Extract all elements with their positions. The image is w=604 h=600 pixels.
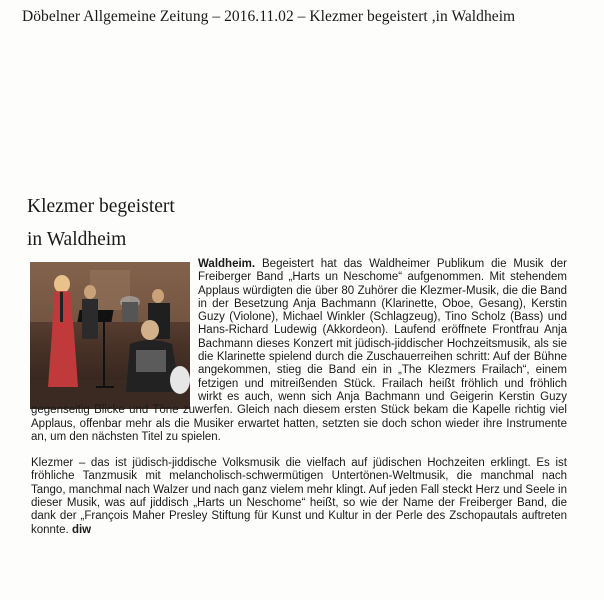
headline-line-1: Klezmer begeistert <box>27 196 175 217</box>
article-body <box>31 258 567 537</box>
paragraph-2-text: Klezmer – das ist jüdisch-jiddische Volksmusik die vielfach auf jüdischen Hochzeiten erklingt. Es ist fröhliche Tanzmusik mit melancholisch-schwermütigen Untertönen-Weltmusik, die manchmal nach Tango, manchmal nach Walzer und nach ganz vielem mehr klingt. Auf jeden Fall steckt Herz und Seele in dieser Musik, was auf jiddisch „Harts un Neschome“ heißt, so wie der Name der Freiberger Band, die dank der „François Maher Presley Stiftung für Kunst und Kultur in der Perle des Zschopautals auftreten konnte. <box>31 457 567 536</box>
article-headline <box>27 190 175 256</box>
author-signature: diw <box>71 523 92 536</box>
dateline: Waldheim. <box>198 258 256 270</box>
article-paragraph-2 <box>31 457 567 537</box>
headline-line-2: in Waldheim <box>27 229 127 250</box>
paragraph-1-text: Begeistert hat das Waldheimer Publikum die Musik der Freiberger Band „Harts un Neschome“ aufgenommen. Mit stehendem Applaus würdigten die über 80 Zuhörer die Klezmer-Musik, die die Band in der Besetzung Anja Bachmann (Klarinette, Oboe, Gesang), Kerstin Guzy (Violone), Michael Winkler (Schlagzeug), Tino Scholz (Bass) und Hans-Richard Ludewig (Akkordeon). Laufend eröffnete Frontfrau Anja Bachmann dieses Konzert mit jüdisch-jiddischer Hochzeitsmusik, als sie die Klarinette spielend durch die Zuschauerreihen schritt: Auf der Bühne angekommen, stieg die Band ein in „The Klezmers Frailach“, einem fetzigen und mitreißenden Stück. Frailach heißt fröhlich und fröhlich wirkt es auch, wenn sich Anja Bachmann und Geigerin Kerstin Guzy gegenseitig Blicke und Töne zuwerfen. Gleich nach diesem ersten Stück bekam die Kapelle richtig viel Applaus, offenbar mehr als die Musiker erwartet hatten, setzten sie doch schon wieder ihre Instrumente an, um den nächsten Titel zu spielen. <box>31 258 567 443</box>
source-header: Döbelner Allgemeine Zeitung – 2016.11.02 – Klezmer begeistert ,in Waldheim <box>22 8 516 25</box>
